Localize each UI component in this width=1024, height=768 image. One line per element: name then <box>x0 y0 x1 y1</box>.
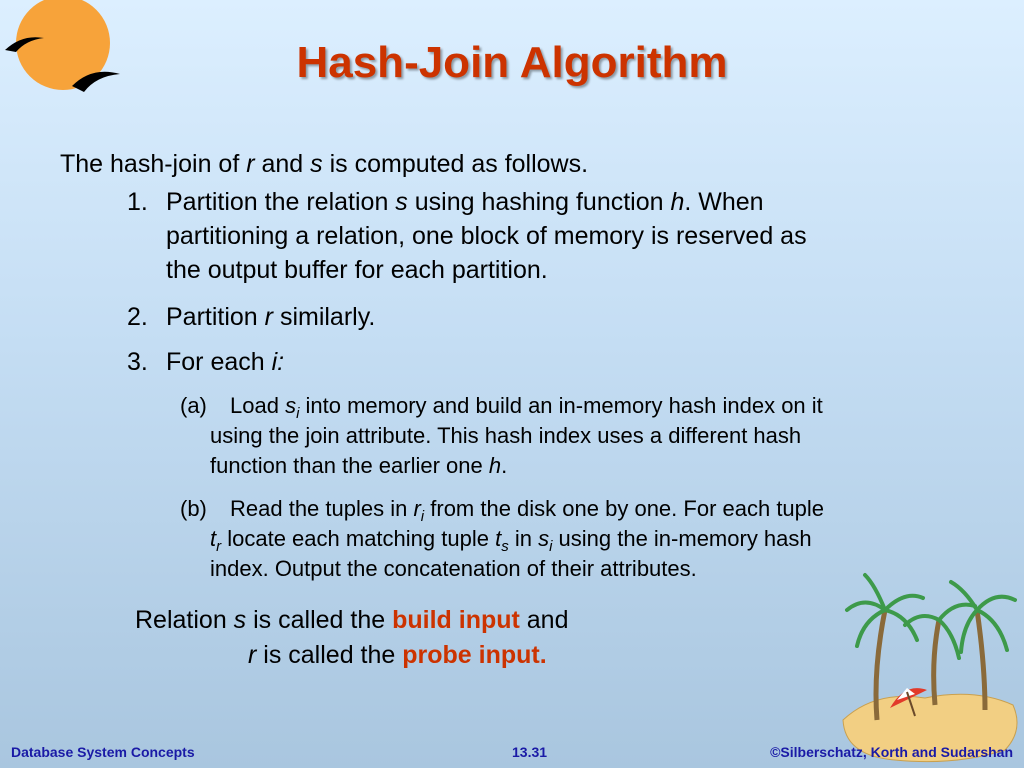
summary-line-2: r is called the probe input. <box>248 641 547 669</box>
substep-label: (b) <box>180 496 207 521</box>
step-3-line: For each i: <box>166 348 285 376</box>
substep-b-line-1: Read the tuples in $r_i$ from the disk one by one. For each tuple <box>230 496 825 525</box>
palm-island-icon <box>835 570 1024 768</box>
step-1-line-1: Partition the relation s using hashing function h. When <box>166 188 764 216</box>
footer-page-number: 13.31 <box>512 744 548 760</box>
step-1-line-3: the output buffer for each partition. <box>166 256 548 284</box>
step-number: 2. <box>127 303 148 331</box>
substep-a-line-2: using the join attribute. This hash index uses a different hash <box>210 423 802 448</box>
footer-left: Database System Concepts <box>11 744 195 760</box>
step-number: 1. <box>127 188 148 216</box>
substep-b-line-3: index. Output the concatenation of their attributes. <box>210 556 697 581</box>
summary-line-1: Relation s is called the build input and <box>135 606 569 634</box>
slide-title: Hash-Join Algorithm <box>296 38 728 87</box>
probe-input-highlight: probe input. <box>402 641 547 669</box>
substep-a-line-3: function than the earlier one h. <box>210 453 508 478</box>
intro-line: The hash-join of r and s is computed as follows. <box>60 150 589 178</box>
step-1-line-2: partitioning a relation, one block of memory is reserved as <box>166 222 807 250</box>
footer-copyright: ©Silberschatz, Korth and Sudarshan <box>770 744 1013 760</box>
build-input-highlight: build input <box>392 606 520 634</box>
step-number: 3. <box>127 348 148 376</box>
substep-b-line-2: $t_r$ locate each matching tuple $t_s$ in $s_i$ using the in-memory hash <box>210 526 812 555</box>
substep-label: (a) <box>180 393 207 418</box>
substep-a-line-1: Load $s_i$ into memory and build an in-memory hash index on it <box>230 393 823 422</box>
step-2-line: Partition r similarly. <box>166 303 376 331</box>
